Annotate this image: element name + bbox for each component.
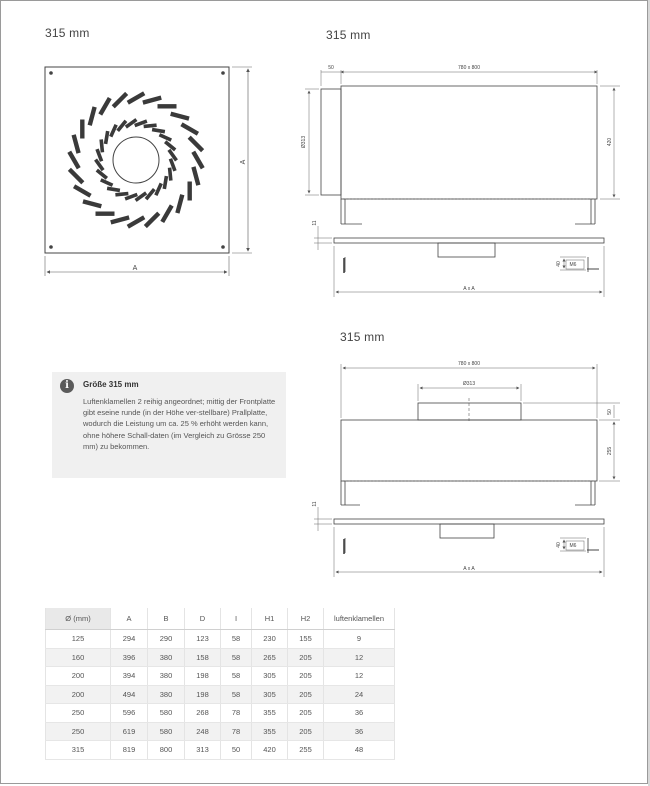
table-row	[46, 667, 395, 686]
side-view-drawing	[321, 86, 604, 272]
section-front-plate	[334, 519, 604, 524]
table-cell: 205	[288, 648, 324, 667]
table-cell: 123	[185, 630, 221, 649]
table-row	[46, 704, 395, 723]
side-dim-collar: 50	[328, 65, 334, 71]
side-view-size-label: 315 mm	[326, 28, 371, 42]
table-cell: 305	[252, 667, 288, 686]
table-cell: 12	[324, 648, 395, 667]
section-dim-bolt: M6	[569, 543, 577, 549]
table-cell: 155	[288, 630, 324, 649]
swirl-slot	[96, 211, 115, 215]
swirl-slot	[158, 104, 177, 108]
table-cell: 24	[324, 685, 395, 704]
table-cell: 290	[148, 630, 185, 649]
table-cell: 9	[324, 630, 395, 649]
table-cell: 198	[185, 667, 221, 686]
section-collar	[418, 403, 521, 420]
table-cell: 36	[324, 722, 395, 741]
section-view-drawing	[334, 398, 604, 553]
info-text: Luftenklamellen 2 reihig angeordnet; mittig der Frontplatte gibt eseine runde (in der Höhe ver-stellbare) Prallplatte, wodurch die Leistung um ca. 25 % erhöht werden kann, ohne höhere Schall-daten (im Vergleich zu Grösse 250 mm) zu bekommen.	[83, 397, 276, 451]
section-dim-bracket: 40	[556, 542, 562, 548]
section-view-size-label: 315 mm	[340, 330, 385, 344]
table-cell: 265	[252, 648, 288, 667]
table-cell: 355	[252, 704, 288, 723]
spec-table-header	[46, 608, 395, 630]
side-dim-bracket: 40	[556, 261, 562, 267]
table-cell: 355	[252, 722, 288, 741]
table-cell: 800	[148, 741, 185, 760]
front-view-size-label: 315 mm	[45, 26, 90, 40]
section-baffle	[440, 524, 494, 538]
center-baffle	[113, 137, 159, 183]
table-cell: 205	[288, 722, 324, 741]
table-cell: 315	[46, 741, 111, 760]
screw-hole	[49, 245, 53, 249]
table-cell: 12	[324, 667, 395, 686]
table-cell: 58	[221, 667, 252, 686]
swirl-slot	[80, 120, 84, 139]
screw-hole	[221, 71, 225, 75]
front-dim-side: A	[240, 159, 247, 165]
table-cell: 205	[288, 685, 324, 704]
table-cell: 305	[252, 685, 288, 704]
table-cell: 596	[111, 704, 148, 723]
section-dim-plate: 11	[312, 501, 318, 507]
table-cell: 268	[185, 704, 221, 723]
table-cell: 294	[111, 630, 148, 649]
table-cell: 36	[324, 704, 395, 723]
table-row	[46, 685, 395, 704]
front-view-drawing	[45, 67, 252, 276]
table-cell: 313	[185, 741, 221, 760]
table-cell: 78	[221, 722, 252, 741]
spec-header-cell: B	[148, 608, 185, 630]
spec-header-cell: I	[221, 608, 252, 630]
side-front-plate	[334, 238, 604, 243]
spec-header-cell: H2	[288, 608, 324, 630]
bolt-boxes	[566, 260, 584, 550]
table-cell: 248	[185, 722, 221, 741]
table-cell: 58	[221, 648, 252, 667]
spec-header-cell: luftenklamellen	[324, 608, 395, 630]
spec-header-cell: H1	[252, 608, 288, 630]
section-dim-neck: 50	[607, 409, 613, 415]
table-cell: 48	[324, 741, 395, 760]
side-dim-plate: 11	[312, 220, 318, 226]
section-dim-bottom: A x A	[463, 566, 475, 572]
table-row	[46, 630, 395, 649]
table-cell: 200	[46, 685, 111, 704]
section-dim-height: 255	[607, 446, 613, 456]
side-dim-height: 420	[607, 137, 613, 147]
table-cell: 394	[111, 667, 148, 686]
table-cell: 380	[148, 685, 185, 704]
spec-table	[45, 608, 395, 760]
spec-header-cell: Ø (mm)	[46, 608, 111, 630]
table-cell: 420	[252, 741, 288, 760]
table-cell: 619	[111, 722, 148, 741]
section-box	[341, 420, 597, 481]
screw-hole	[221, 245, 225, 249]
spec-header-cell: A	[111, 608, 148, 630]
table-cell: 250	[46, 704, 111, 723]
section-view-dim-text	[312, 361, 613, 572]
side-baffle	[438, 243, 495, 257]
table-cell: 255	[288, 741, 324, 760]
table-cell: 78	[221, 704, 252, 723]
info-icon: i	[60, 379, 74, 393]
table-cell: 396	[111, 648, 148, 667]
duct-collar	[321, 89, 341, 195]
table-cell: 250	[46, 722, 111, 741]
section-dim-width: 780 x 800	[458, 361, 480, 367]
table-cell: 380	[148, 648, 185, 667]
screw-hole	[49, 71, 53, 75]
side-dim-bottom: A x A	[463, 286, 475, 292]
table-cell: 50	[221, 741, 252, 760]
table-cell: 580	[148, 704, 185, 723]
side-view-dim-text	[301, 65, 613, 292]
plenum-box	[341, 86, 597, 199]
table-cell: 58	[221, 685, 252, 704]
table-cell: 205	[288, 667, 324, 686]
table-cell: 198	[185, 685, 221, 704]
swirl-slot	[187, 182, 191, 201]
spec-header-cell: D	[185, 608, 221, 630]
table-cell: 230	[252, 630, 288, 649]
table-cell: 494	[111, 685, 148, 704]
table-cell: 160	[46, 648, 111, 667]
info-box	[52, 372, 286, 478]
front-dim-bottom: A	[132, 265, 138, 272]
table-cell: 58	[221, 630, 252, 649]
table-cell: 158	[185, 648, 221, 667]
section-dim-diameter: Ø313	[462, 381, 476, 387]
table-cell: 819	[111, 741, 148, 760]
side-dim-width: 780 x 800	[458, 65, 480, 71]
table-cell: 580	[148, 722, 185, 741]
table-cell: 380	[148, 667, 185, 686]
table-row	[46, 722, 395, 741]
table-cell: 200	[46, 667, 111, 686]
table-cell: 125	[46, 630, 111, 649]
table-cell: 205	[288, 704, 324, 723]
table-row	[46, 648, 395, 667]
info-title: Größe 315 mm	[83, 380, 139, 389]
side-dim-diameter: Ø313	[301, 135, 307, 149]
side-dim-bolt: M6	[569, 262, 577, 268]
table-row	[46, 741, 395, 760]
